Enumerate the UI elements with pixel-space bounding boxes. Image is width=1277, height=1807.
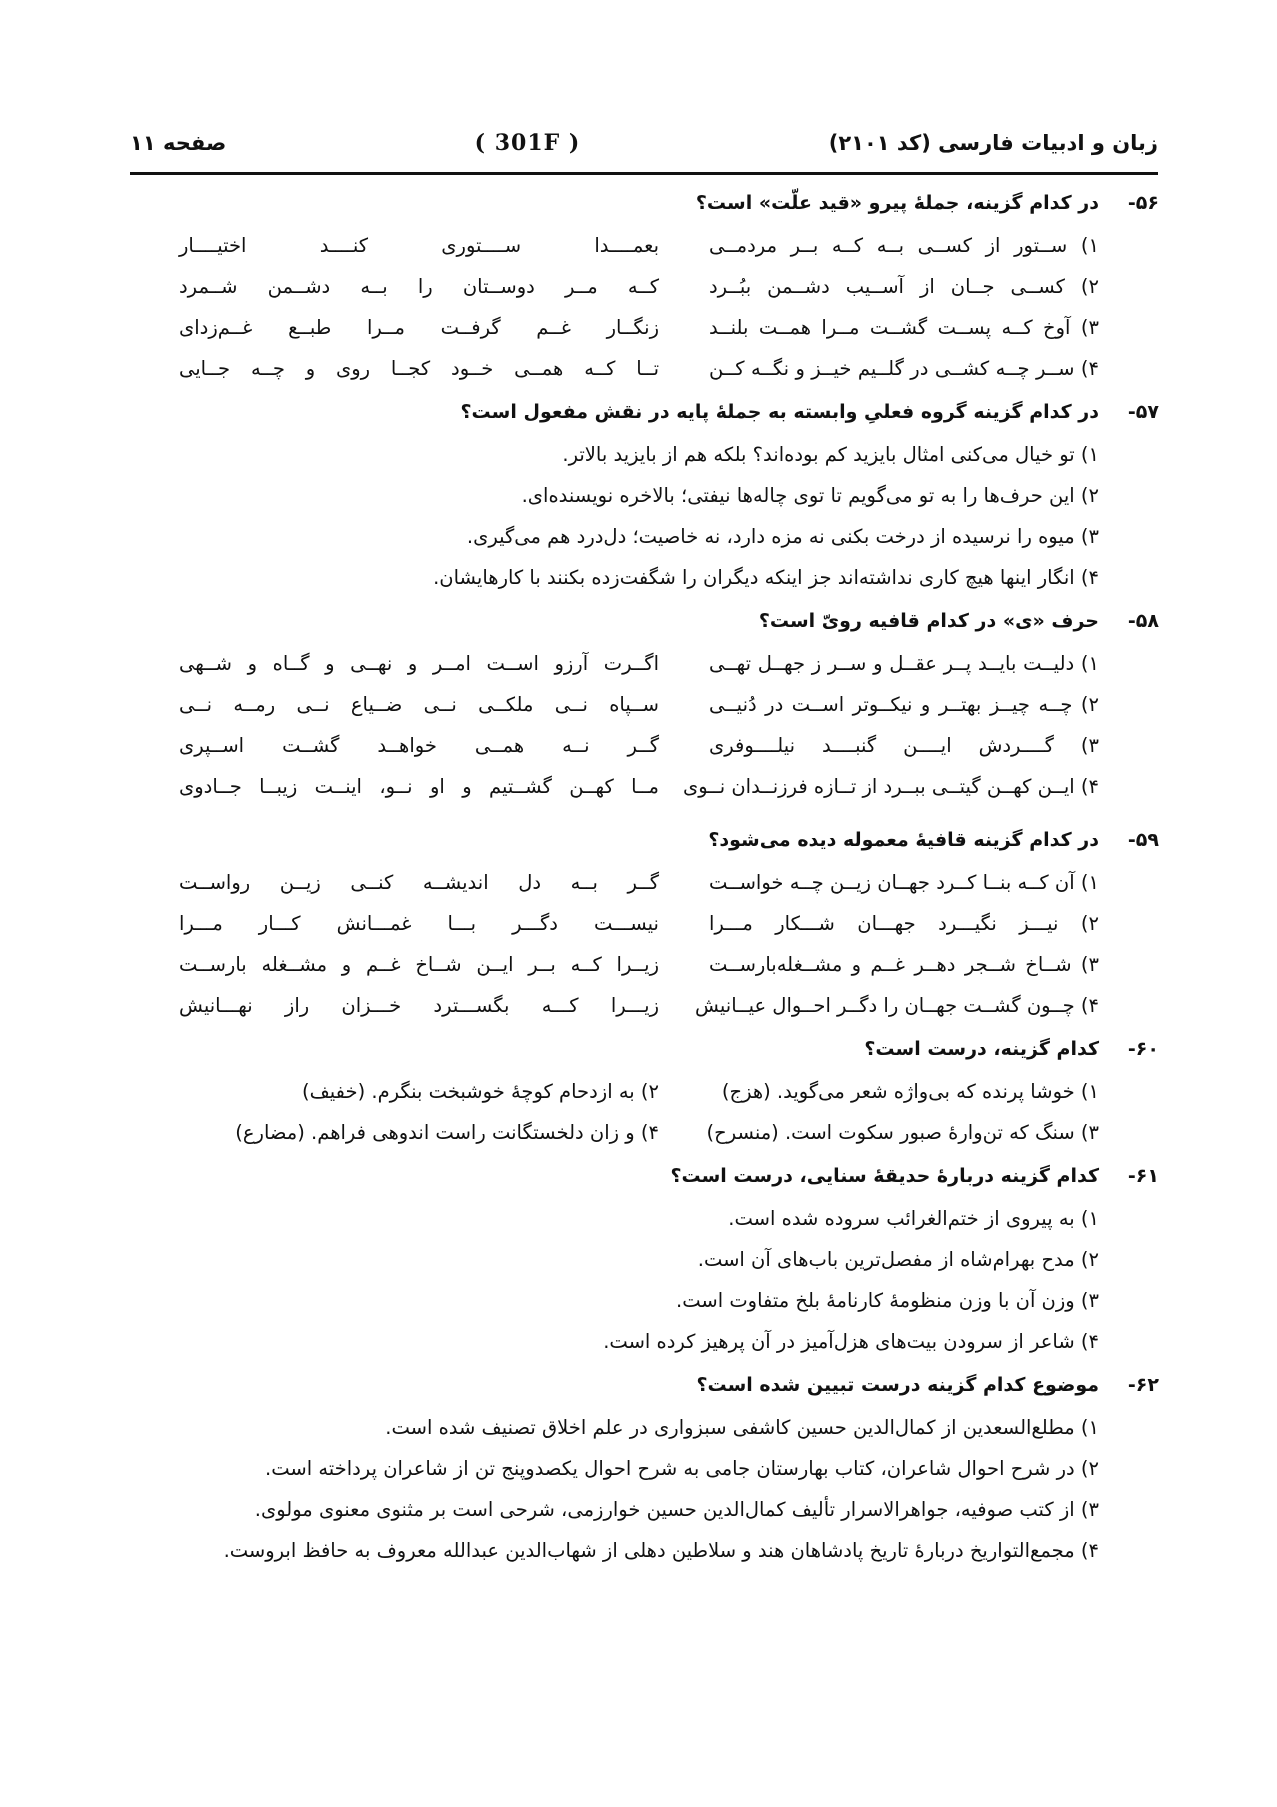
option-hemistich-1: ۳) آوخ کــه پســت گشــت مــرا همــت بلنــد	[709, 316, 1099, 339]
question-header	[119, 1026, 1159, 1071]
option[interactable]: ۱) به پیروی از ختم‌الغرائب سروده شده است.	[728, 1207, 1099, 1230]
option[interactable]: ۱) تو خیال می‌کنی امثال بایزید کم بوده‌اند؟ بلکه هم از بایزید بالاتر.	[562, 443, 1099, 466]
option-hemistich-2: زیـــرا کـــه بگســـترد خـــزان راز نهـــانیش	[179, 994, 659, 1017]
question-text: حرف «ی» در کدام قافیه رویّ است؟	[758, 609, 1099, 632]
option-hemistich-1: ۲) نیـــز نگیـــرد جهـــان شـــکار مـــرا	[709, 912, 1099, 935]
option[interactable]: ۴) مجمع‌التواریخ دربارۀ تاریخ پادشاهان هند و سلاطین دهلی از شهاب‌الدین عبدالله معروف به حافظ ابروست.	[223, 1539, 1099, 1562]
option-hemistich-2: تــا کــه همــی خــود کجــا روی و چــه جــایی	[179, 357, 659, 380]
option[interactable]: ۲) به ازدحام کوچۀ خوشبخت بنگرم. (خفیف)	[301, 1080, 659, 1103]
option-hemistich-2: گــر نــه همــی خواهــد گشــت اســپری	[179, 734, 659, 757]
option-row[interactable]	[119, 348, 1159, 389]
option-hemistich-2: نیســـت دگـــر بـــا غمـــانش کـــار مـــرا	[179, 912, 659, 935]
questions-list	[119, 180, 1159, 1571]
question-header	[119, 180, 1159, 225]
option-row[interactable]	[119, 903, 1159, 944]
option[interactable]: ۴) شاعر از سرودن بیت‌های هزل‌آمیز در آن پرهیز کرده است.	[603, 1330, 1099, 1353]
option[interactable]: ۱) خوشا پرنده که بی‌واژه شعر می‌گوید. (هزج)	[721, 1080, 1099, 1103]
question-number: ۵۹-	[1127, 828, 1159, 851]
question-number: ۵۶-	[1127, 191, 1159, 214]
option[interactable]: ۴) و زان دلخستگانت راست اندوهی فراهم. (مضارع)	[235, 1121, 659, 1144]
option-hemistich-1: ۲) چــه چیــز بهتــر و نیکــوتر اســت در دُنیــی	[709, 693, 1099, 716]
question-number: ۶۲-	[1127, 1373, 1159, 1396]
page-header	[130, 118, 1158, 168]
option-hemistich-1: ۳) گــــردش ایــــن گنبــــد نیلــــوفری	[709, 734, 1099, 757]
option-hemistich-2: مــا کهــن گشــتیم و او نــو، اینــت زیبــا جــادوی	[179, 775, 659, 798]
question-text: کدام گزینه دربارۀ حدیقۀ سنایی، درست است؟	[670, 1164, 1099, 1187]
option-hemistich-1: ۴) ایــن کهــن گیتــی ببــرد از تــازه فرزنــدان نــوی	[682, 775, 1099, 798]
question-58	[119, 598, 1159, 807]
question-56	[119, 180, 1159, 389]
spacer	[119, 807, 1159, 817]
question-text: در کدام گزینه گروه فعلیِ وابسته به جملۀ پایه در نقش مفعول است؟	[460, 400, 1099, 423]
option-row[interactable]	[119, 684, 1159, 725]
option-hemistich-2: کــه مــر دوســتان را بــه دشــمن شــمرد	[179, 275, 659, 298]
subject-title: زبان و ادبیات فارسی (کد ۲۱۰۱)	[828, 131, 1158, 155]
question-number: ۶۱-	[1127, 1164, 1159, 1187]
option[interactable]: ۴) انگار اینها هیچ کاری نداشته‌اند جز اینکه دیگران را شگفت‌زده بکنند با کارهایشان.	[433, 566, 1099, 589]
question-text: در کدام گزینه قافیۀ معموله دیده می‌شود؟	[708, 828, 1099, 851]
question-number: ۶۰-	[1127, 1037, 1159, 1060]
question-number: ۵۸-	[1127, 609, 1159, 632]
option-row[interactable]	[119, 225, 1159, 266]
header-rule	[130, 172, 1158, 175]
option-row[interactable]	[119, 643, 1159, 684]
option-row[interactable]	[119, 766, 1159, 807]
question-header	[119, 598, 1159, 643]
question-61	[119, 1153, 1159, 1362]
option-hemistich-1: ۱) ســتور از کســی بــه کــه بــر مردمــی	[709, 234, 1099, 257]
option-row[interactable]	[119, 307, 1159, 348]
booklet-code: ( 301F )	[474, 130, 581, 156]
question-number: ۵۷-	[1127, 400, 1159, 423]
option-hemistich-1: ۳) شــاخ شــجر دهــر غــم و مشــغله‌بارســت	[709, 953, 1099, 976]
option-hemistich-1: ۴) چــون گشــت جهــان را دگــر احــوال عیــانیش	[695, 994, 1099, 1017]
option[interactable]: ۲) این حرف‌ها را به تو می‌گویم تا توی چاله‌ها نیفتی؛ بالاخره نویسنده‌ای.	[521, 484, 1099, 507]
option[interactable]: ۲) در شرح احوال شاعران، کتاب بهارستان جامی به شرح احوال یکصدوپنج تن از شاعران پرداخته است.	[265, 1457, 1099, 1480]
question-header	[119, 389, 1159, 434]
option-row[interactable]	[119, 862, 1159, 903]
option[interactable]: ۳) میوه را نرسیده از درخت بکنی نه مزه دارد، نه خاصیت؛ دل‌درد هم می‌گیری.	[466, 525, 1099, 548]
question-62	[119, 1362, 1159, 1571]
option[interactable]: ۳) از کتب صوفیه، جواهرالاسرار تألیف کمال‌الدین حسین خوارزمی، شرحی است بر مثنوی معنوی مولوی.	[254, 1498, 1099, 1521]
question-57	[119, 389, 1159, 598]
option-hemistich-2: زنگــار غــم گرفــت مــرا طبــع غــم‌زدای	[179, 316, 659, 339]
question-text: در کدام گزینه، جملۀ پیرو «قید علّت» است؟	[695, 191, 1099, 214]
option-row	[119, 1071, 1159, 1112]
option-row[interactable]	[119, 944, 1159, 985]
question-60	[119, 1026, 1159, 1153]
option-hemistich-1: ۲) کســی جــان از آســیب دشــمن ببُــرد	[709, 275, 1099, 298]
option-hemistich-2: اگــرت آرزو اســت امــر و نهــی و گــاه و شــهی	[179, 652, 659, 675]
option[interactable]: ۳) وزن آن با وزن منظومۀ کارنامۀ بلخ متفاوت است.	[676, 1289, 1099, 1312]
option-hemistich-1: ۱) دلیــت بایــد پــر عقــل و ســر ز جهــل تهــی	[709, 652, 1099, 675]
option[interactable]: ۲) مدح بهرام‌شاه از مفصل‌ترین باب‌های آن است.	[697, 1248, 1099, 1271]
question-59	[119, 817, 1159, 1026]
option-hemistich-2: گــر بــه دل اندیشــه کنــی زیــن رواســت	[179, 871, 659, 894]
option-row	[119, 1112, 1159, 1153]
question-header	[119, 1362, 1159, 1407]
option-hemistich-2: ســپاه نــی ملکــی نــی ضــیاع نــی رمــه نــی	[179, 693, 659, 716]
option-hemistich-2: بعمــــدا ســــتوری کنــــد اختیــــار	[179, 234, 659, 257]
option[interactable]: ۳) سنگ که تن‌وارۀ صبور سکوت است. (منسرح)	[706, 1121, 1099, 1144]
option-hemistich-1: ۱) آن کــه بنــا کــرد جهــان زیــن چــه خواســت	[709, 871, 1099, 894]
option-row[interactable]	[119, 985, 1159, 1026]
question-text: موضوع کدام گزینه درست تبیین شده است؟	[696, 1373, 1099, 1396]
option-hemistich-1: ۴) ســر چــه کشــی در گلــیم خیــز و نگــه کــن	[709, 357, 1099, 380]
option-row[interactable]	[119, 725, 1159, 766]
option-hemistich-2: زیــرا کــه بــر ایــن شــاخ غــم و مشــغله بارســت	[179, 953, 659, 976]
option-row[interactable]	[119, 266, 1159, 307]
option[interactable]: ۱) مطلع‌السعدین از کمال‌الدین حسین کاشفی سبزواری در علم اخلاق تصنیف شده است.	[385, 1416, 1099, 1439]
question-header	[119, 1153, 1159, 1198]
question-header	[119, 817, 1159, 862]
question-text: کدام گزینه، درست است؟	[864, 1037, 1099, 1060]
page-number: صفحه ۱۱	[130, 131, 227, 155]
